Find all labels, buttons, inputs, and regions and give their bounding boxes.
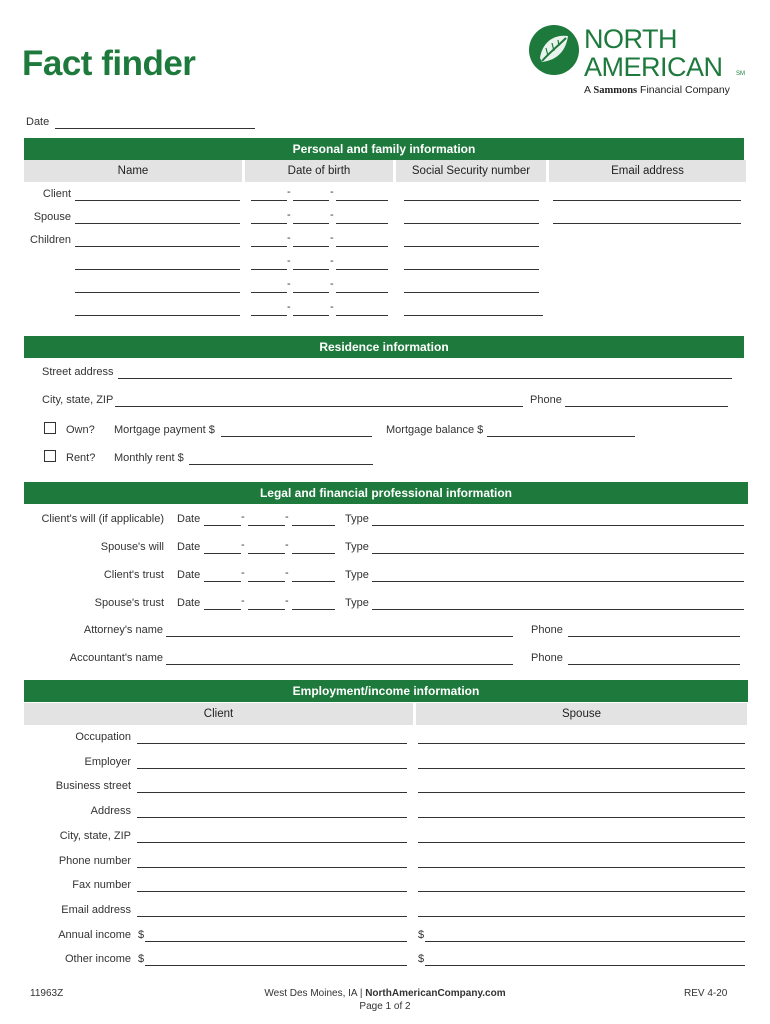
personal-section-header: Personal and family information: [24, 138, 744, 160]
legal-type-label: Type: [345, 569, 369, 581]
legal-date-dash: -: [285, 539, 289, 551]
column-header-spouse: Spouse: [416, 703, 747, 725]
spouse-employment-field[interactable]: [418, 768, 745, 769]
form-number: 11963Z: [30, 988, 64, 999]
residence-phone-field[interactable]: [565, 406, 728, 407]
employment-row-label: City, state, ZIP: [59, 830, 131, 842]
ssn-field[interactable]: [404, 315, 543, 316]
city-state-zip-field[interactable]: [115, 406, 523, 407]
name-field[interactable]: [75, 315, 240, 316]
page-number: Page 1 of 2: [359, 1001, 411, 1012]
employment-row-label: Email address: [61, 904, 131, 916]
spouse-employment-field[interactable]: [418, 916, 745, 917]
dob-month-field[interactable]: [251, 269, 287, 270]
mortgage-balance-field[interactable]: [487, 436, 635, 437]
spouse-employment-field[interactable]: [418, 867, 745, 868]
street-address-label: Street address: [42, 366, 114, 378]
footer-location: West Des Moines, IA: [264, 988, 358, 999]
legal-type-label: Type: [345, 513, 369, 525]
logo-text-american: AMERICAN: [584, 52, 723, 82]
client-employment-field[interactable]: [137, 916, 407, 917]
legal-date-day-field[interactable]: [248, 525, 285, 526]
column-header-email: Email address: [549, 160, 746, 182]
footer-website-link[interactable]: NorthAmericanCompany.com: [365, 988, 506, 999]
legal-date-label: Date: [177, 513, 201, 525]
legal-date-label: Date: [177, 597, 201, 609]
name-field[interactable]: [75, 292, 240, 293]
dob-month-field[interactable]: [251, 315, 287, 316]
logo-servicemark: SM: [736, 71, 745, 77]
footer-location-line: [0, 988, 770, 999]
spouse-employment-field[interactable]: [418, 743, 745, 744]
page-title: Fact finder: [22, 44, 196, 83]
email-field[interactable]: [553, 223, 741, 224]
employment-row-label: Address: [90, 805, 131, 817]
employment-row-label: Annual income: [58, 929, 131, 941]
street-address-field[interactable]: [118, 378, 732, 379]
client-employment-field[interactable]: [137, 768, 407, 769]
dob-dash: -: [330, 186, 334, 198]
employment-row-label: Phone number: [58, 855, 131, 867]
ssn-field[interactable]: [404, 246, 539, 247]
legal-date-day-field[interactable]: [248, 553, 285, 554]
spouse-employment-field[interactable]: [418, 817, 745, 818]
spouse-employment-field[interactable]: [418, 891, 745, 892]
dob-dash: -: [287, 255, 291, 267]
client-income-field[interactable]: [145, 965, 407, 966]
dob-dash: -: [330, 232, 334, 244]
name-field[interactable]: [75, 246, 240, 247]
date-label: Date: [26, 116, 50, 128]
column-header-ssn: Social Security number: [396, 160, 546, 182]
dob-dash: -: [287, 186, 291, 198]
ssn-field[interactable]: [404, 269, 539, 270]
accountant-phone-label: Phone: [531, 652, 563, 664]
own-checkbox[interactable]: [44, 422, 56, 434]
column-header-name: Name: [24, 160, 242, 182]
legal-date-dash: -: [241, 511, 245, 523]
ssn-field[interactable]: [404, 200, 539, 201]
ssn-field[interactable]: [404, 292, 539, 293]
dob-year-field[interactable]: [336, 269, 388, 270]
legal-type-field[interactable]: [372, 581, 744, 582]
footer-separator: |: [359, 988, 363, 999]
employment-row-label: Occupation: [75, 731, 131, 743]
attorney-name-field[interactable]: [166, 636, 513, 637]
dob-year-field[interactable]: [336, 200, 388, 201]
city-state-zip-label: City, state, ZIP: [42, 394, 114, 406]
legal-date-year-field[interactable]: [292, 525, 335, 526]
legal-date-dash: -: [285, 511, 289, 523]
legal-date-month-field[interactable]: [204, 525, 241, 526]
spouse-income-field[interactable]: [425, 941, 745, 942]
accountant-phone-field[interactable]: [568, 664, 740, 665]
employment-row-label: Employer: [84, 756, 131, 768]
dob-dash: -: [287, 209, 291, 221]
client-employment-field[interactable]: [137, 792, 407, 793]
spouse-employment-field[interactable]: [418, 792, 745, 793]
dob-dash: -: [287, 301, 291, 313]
legal-date-dash: -: [241, 595, 245, 607]
legal-type-field[interactable]: [372, 609, 744, 610]
ssn-field[interactable]: [404, 223, 539, 224]
logo-text-north: NORTH: [584, 24, 678, 54]
residence-section-header: Residence information: [24, 336, 744, 358]
logo-tagline: A Sammons Financial Company: [584, 84, 730, 96]
attorney-name-label: Attorney's name: [83, 624, 163, 636]
client-employment-field[interactable]: [137, 743, 407, 744]
date-field[interactable]: [55, 128, 255, 129]
dob-day-field[interactable]: [293, 315, 329, 316]
legal-date-label: Date: [177, 541, 201, 553]
dob-year-field[interactable]: [336, 223, 388, 224]
client-employment-field[interactable]: [137, 842, 407, 843]
column-header-dob: Date of birth: [245, 160, 393, 182]
rent-checkbox[interactable]: [44, 450, 56, 462]
rent-label: Rent?: [66, 452, 96, 464]
spouse-employment-field[interactable]: [418, 842, 745, 843]
legal-row-label: Spouse's will: [100, 541, 164, 553]
client-employment-field[interactable]: [137, 817, 407, 818]
accountant-name-field[interactable]: [166, 664, 513, 665]
client-employment-field[interactable]: [137, 867, 407, 868]
dob-month-field[interactable]: [251, 246, 287, 247]
dob-dash: -: [330, 278, 334, 290]
accountant-name-label: Accountant's name: [69, 652, 163, 664]
legal-type-label: Type: [345, 597, 369, 609]
attorney-phone-label: Phone: [531, 624, 563, 636]
legal-date-month-field[interactable]: [204, 609, 241, 610]
dob-day-field[interactable]: [293, 269, 329, 270]
legal-date-dash: -: [285, 567, 289, 579]
legal-row-label: Client's will (if applicable): [41, 513, 164, 525]
employment-row-label: Other income: [64, 953, 131, 965]
attorney-phone-field[interactable]: [568, 636, 740, 637]
legal-date-year-field[interactable]: [292, 581, 335, 582]
legal-row-label: Spouse's trust: [94, 597, 164, 609]
personal-row-label[interactable]: Client: [42, 188, 71, 200]
personal-row-label[interactable]: Spouse: [33, 211, 71, 223]
legal-row-label: Client's trust: [103, 569, 164, 581]
dob-month-field[interactable]: [251, 292, 287, 293]
name-field[interactable]: [75, 269, 240, 270]
legal-date-label: Date: [177, 569, 201, 581]
mortgage-payment-label: Mortgage payment $: [114, 424, 215, 436]
dob-year-field[interactable]: [336, 315, 388, 316]
spouse-income-field[interactable]: [425, 965, 745, 966]
dob-day-field[interactable]: [293, 246, 329, 247]
revision-label: REV 4-20: [684, 988, 728, 999]
client-income-field[interactable]: [145, 941, 407, 942]
mortgage-balance-label: Mortgage balance $: [386, 424, 484, 436]
client-employment-field[interactable]: [137, 891, 407, 892]
leaf-emblem-icon: [528, 24, 580, 76]
legal-date-month-field[interactable]: [204, 581, 241, 582]
name-field[interactable]: [75, 200, 240, 201]
dob-dash: -: [287, 232, 291, 244]
dob-dash: -: [287, 278, 291, 290]
dob-year-field[interactable]: [336, 246, 388, 247]
legal-date-month-field[interactable]: [204, 553, 241, 554]
dob-dash: -: [330, 209, 334, 221]
legal-date-dash: -: [241, 567, 245, 579]
dob-day-field[interactable]: [293, 292, 329, 293]
dob-dash: -: [330, 255, 334, 267]
legal-date-year-field[interactable]: [292, 609, 335, 610]
email-field[interactable]: [553, 200, 741, 201]
name-field[interactable]: [75, 223, 240, 224]
mortgage-payment-field[interactable]: [221, 436, 372, 437]
dob-month-field[interactable]: [251, 223, 287, 224]
monthly-rent-label: Monthly rent $: [114, 452, 184, 464]
employment-row-label: Business street: [55, 780, 131, 792]
legal-section-header: Legal and financial professional information: [24, 482, 748, 504]
dob-year-field[interactable]: [336, 292, 388, 293]
employment-row-label: Fax number: [72, 879, 131, 891]
legal-type-label: Type: [345, 541, 369, 553]
legal-date-dash: -: [241, 539, 245, 551]
client-dollar-sign: $: [138, 929, 145, 941]
personal-row-label[interactable]: Children: [30, 234, 71, 246]
legal-date-year-field[interactable]: [292, 553, 335, 554]
spouse-dollar-sign: $: [418, 929, 425, 941]
own-label: Own?: [66, 424, 95, 436]
dob-month-field[interactable]: [251, 200, 287, 201]
client-dollar-sign: $: [138, 953, 145, 965]
column-header-client: Client: [24, 703, 413, 725]
dob-day-field[interactable]: [293, 200, 329, 201]
dob-day-field[interactable]: [293, 223, 329, 224]
legal-date-dash: -: [285, 595, 289, 607]
monthly-rent-field[interactable]: [189, 464, 373, 465]
legal-type-field[interactable]: [372, 525, 744, 526]
legal-date-day-field[interactable]: [248, 609, 285, 610]
spouse-dollar-sign: $: [418, 953, 425, 965]
dob-dash: -: [330, 301, 334, 313]
residence-phone-label: Phone: [530, 394, 562, 406]
legal-date-day-field[interactable]: [248, 581, 285, 582]
employment-section-header: Employment/income information: [24, 680, 748, 702]
company-logo: [528, 24, 750, 100]
legal-type-field[interactable]: [372, 553, 744, 554]
